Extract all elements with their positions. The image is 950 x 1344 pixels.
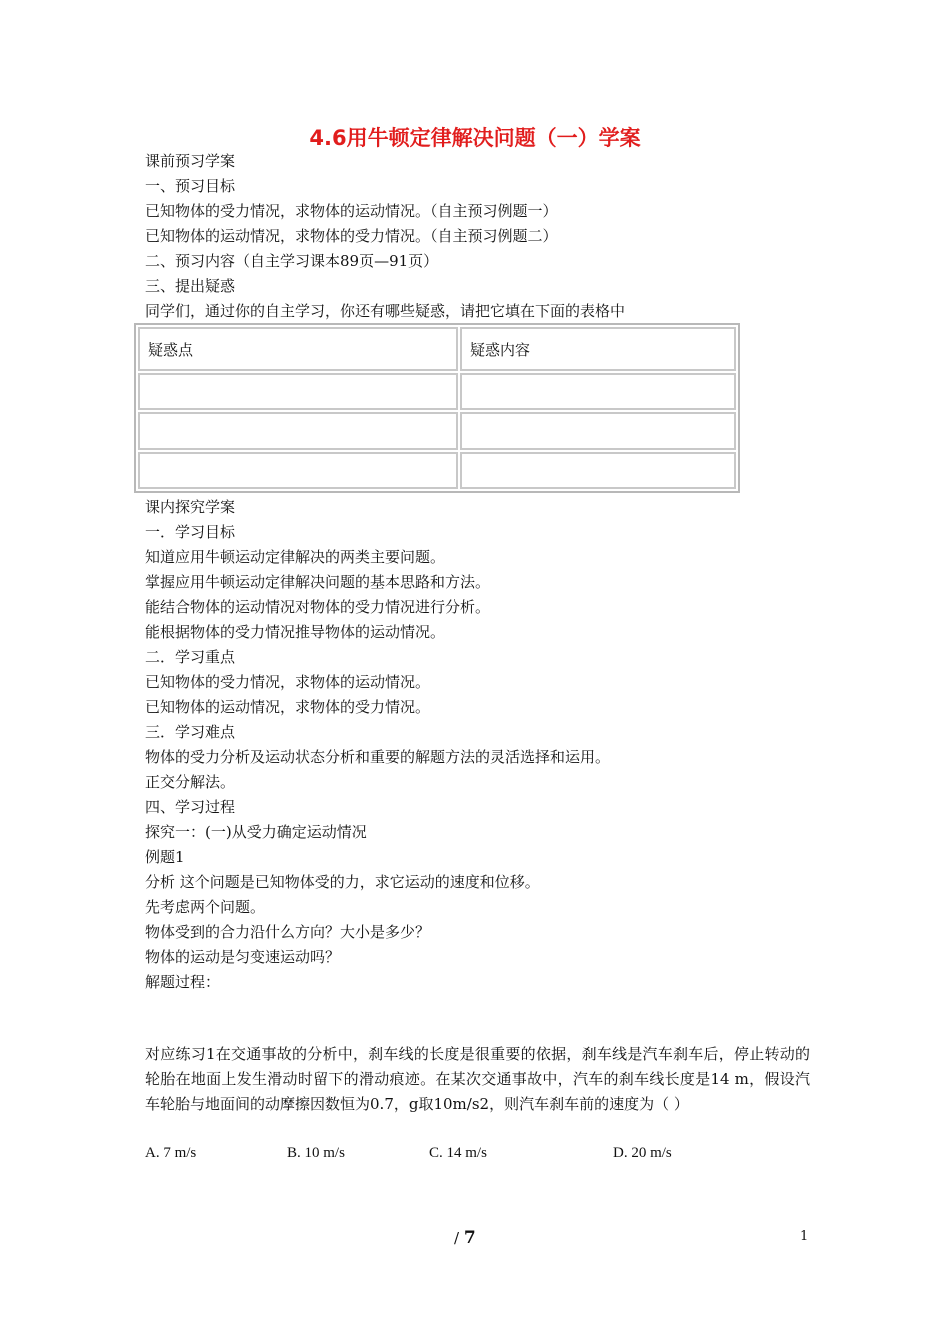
option-c: C. 14 m/s bbox=[429, 1145, 487, 1161]
goals-heading: 一．学习目标 bbox=[145, 523, 236, 541]
table-cell[interactable] bbox=[138, 452, 458, 489]
page-number: 1 bbox=[800, 1229, 809, 1244]
difficulty-item: 正交分解法。 bbox=[145, 773, 236, 791]
example-label: 例题1 bbox=[145, 848, 185, 866]
question-2: 物体的运动是匀变速运动吗？ bbox=[145, 948, 341, 966]
goal-item: 能根据物体的受力情况推导物体的运动情况。 bbox=[145, 623, 446, 641]
preview-goal-2: 已知物体的运动情况，求物体的受力情况。（自主预习例题二） bbox=[145, 227, 558, 245]
preview-heading: 课前预习学案 bbox=[145, 152, 236, 170]
option-b: B. 10 m/s bbox=[287, 1145, 345, 1161]
goal-item: 掌握应用牛顿运动定律解决问题的基本思路和方法。 bbox=[145, 573, 491, 591]
doubts-instruction: 同学们，通过你的自主学习，你还有哪些疑惑，请把它填在下面的表格中 bbox=[145, 302, 626, 320]
key-point-item: 已知物体的受力情况，求物体的运动情况。 bbox=[145, 673, 431, 691]
option-d: D. 20 m/s bbox=[613, 1145, 672, 1161]
preview-content: 二、预习内容（自主学习课本89页—91页） bbox=[145, 252, 439, 270]
difficulty-heading: 三．学习难点 bbox=[145, 723, 236, 741]
document-title: 4.6用牛顿定律解决问题（一）学案 bbox=[309, 126, 641, 150]
preview-goal-1: 已知物体的受力情况，求物体的运动情况。（自主预习例题一） bbox=[145, 202, 558, 220]
page-count bbox=[454, 1228, 476, 1248]
table-cell[interactable] bbox=[460, 412, 736, 449]
table-row bbox=[138, 412, 736, 449]
difficulty-item: 物体的受力分析及运动状态分析和重要的解题方法的灵活选择和运用。 bbox=[145, 748, 611, 766]
table-row bbox=[138, 452, 736, 489]
analysis-text: 分析 这个问题是已知物体受的力，求它运动的速度和位移。 bbox=[145, 873, 540, 891]
key-points-heading: 二．学习重点 bbox=[145, 648, 236, 666]
table-cell[interactable] bbox=[460, 373, 736, 410]
goal-item: 能结合物体的运动情况对物体的受力情况进行分析。 bbox=[145, 598, 491, 616]
solve-label: 解题过程： bbox=[145, 973, 221, 991]
table-row bbox=[138, 373, 736, 410]
key-point-item: 已知物体的运动情况，求物体的受力情况。 bbox=[145, 698, 431, 716]
doubts-table bbox=[134, 323, 740, 493]
explore-heading: 探究一：(一)从受力确定运动情况 bbox=[145, 823, 367, 841]
table-header-doubt-point: 疑惑点 bbox=[138, 327, 458, 371]
exercise-text: 对应练习1在交通事故的分析中，刹车线的长度是很重要的依据，刹车线是汽车刹车后，停止转动的轮胎在地面上发生滑动时留下的滑动痕迹。在某次交通事故中，汽车的刹车线长度是14 m，假设汽车轮胎与地面间的动摩擦因数恒为0.7，g取10m/s2，则汽车刹车前的速度为（ ） bbox=[145, 1045, 810, 1113]
table-header-doubt-content: 疑惑内容 bbox=[460, 327, 736, 371]
table-cell[interactable] bbox=[138, 373, 458, 410]
goal-item: 知道应用牛顿运动定律解决的两类主要问题。 bbox=[145, 548, 446, 566]
question-1: 物体受到的合力沿什么方向？大小是多少？ bbox=[145, 923, 431, 941]
page-count-slash: / bbox=[454, 1229, 464, 1247]
table-header-row bbox=[138, 327, 736, 371]
inclass-heading: 课内探究学案 bbox=[145, 498, 236, 516]
page-count-total: 7 bbox=[463, 1228, 476, 1248]
process-heading: 四、学习过程 bbox=[145, 798, 236, 816]
table-cell[interactable] bbox=[460, 452, 736, 489]
consider-text: 先考虑两个问题。 bbox=[145, 898, 266, 916]
preview-goal-heading: 一、预习目标 bbox=[145, 177, 236, 195]
table-cell[interactable] bbox=[138, 412, 458, 449]
doubts-heading: 三、提出疑惑 bbox=[145, 277, 236, 295]
option-a: A. 7 m/s bbox=[145, 1145, 197, 1161]
